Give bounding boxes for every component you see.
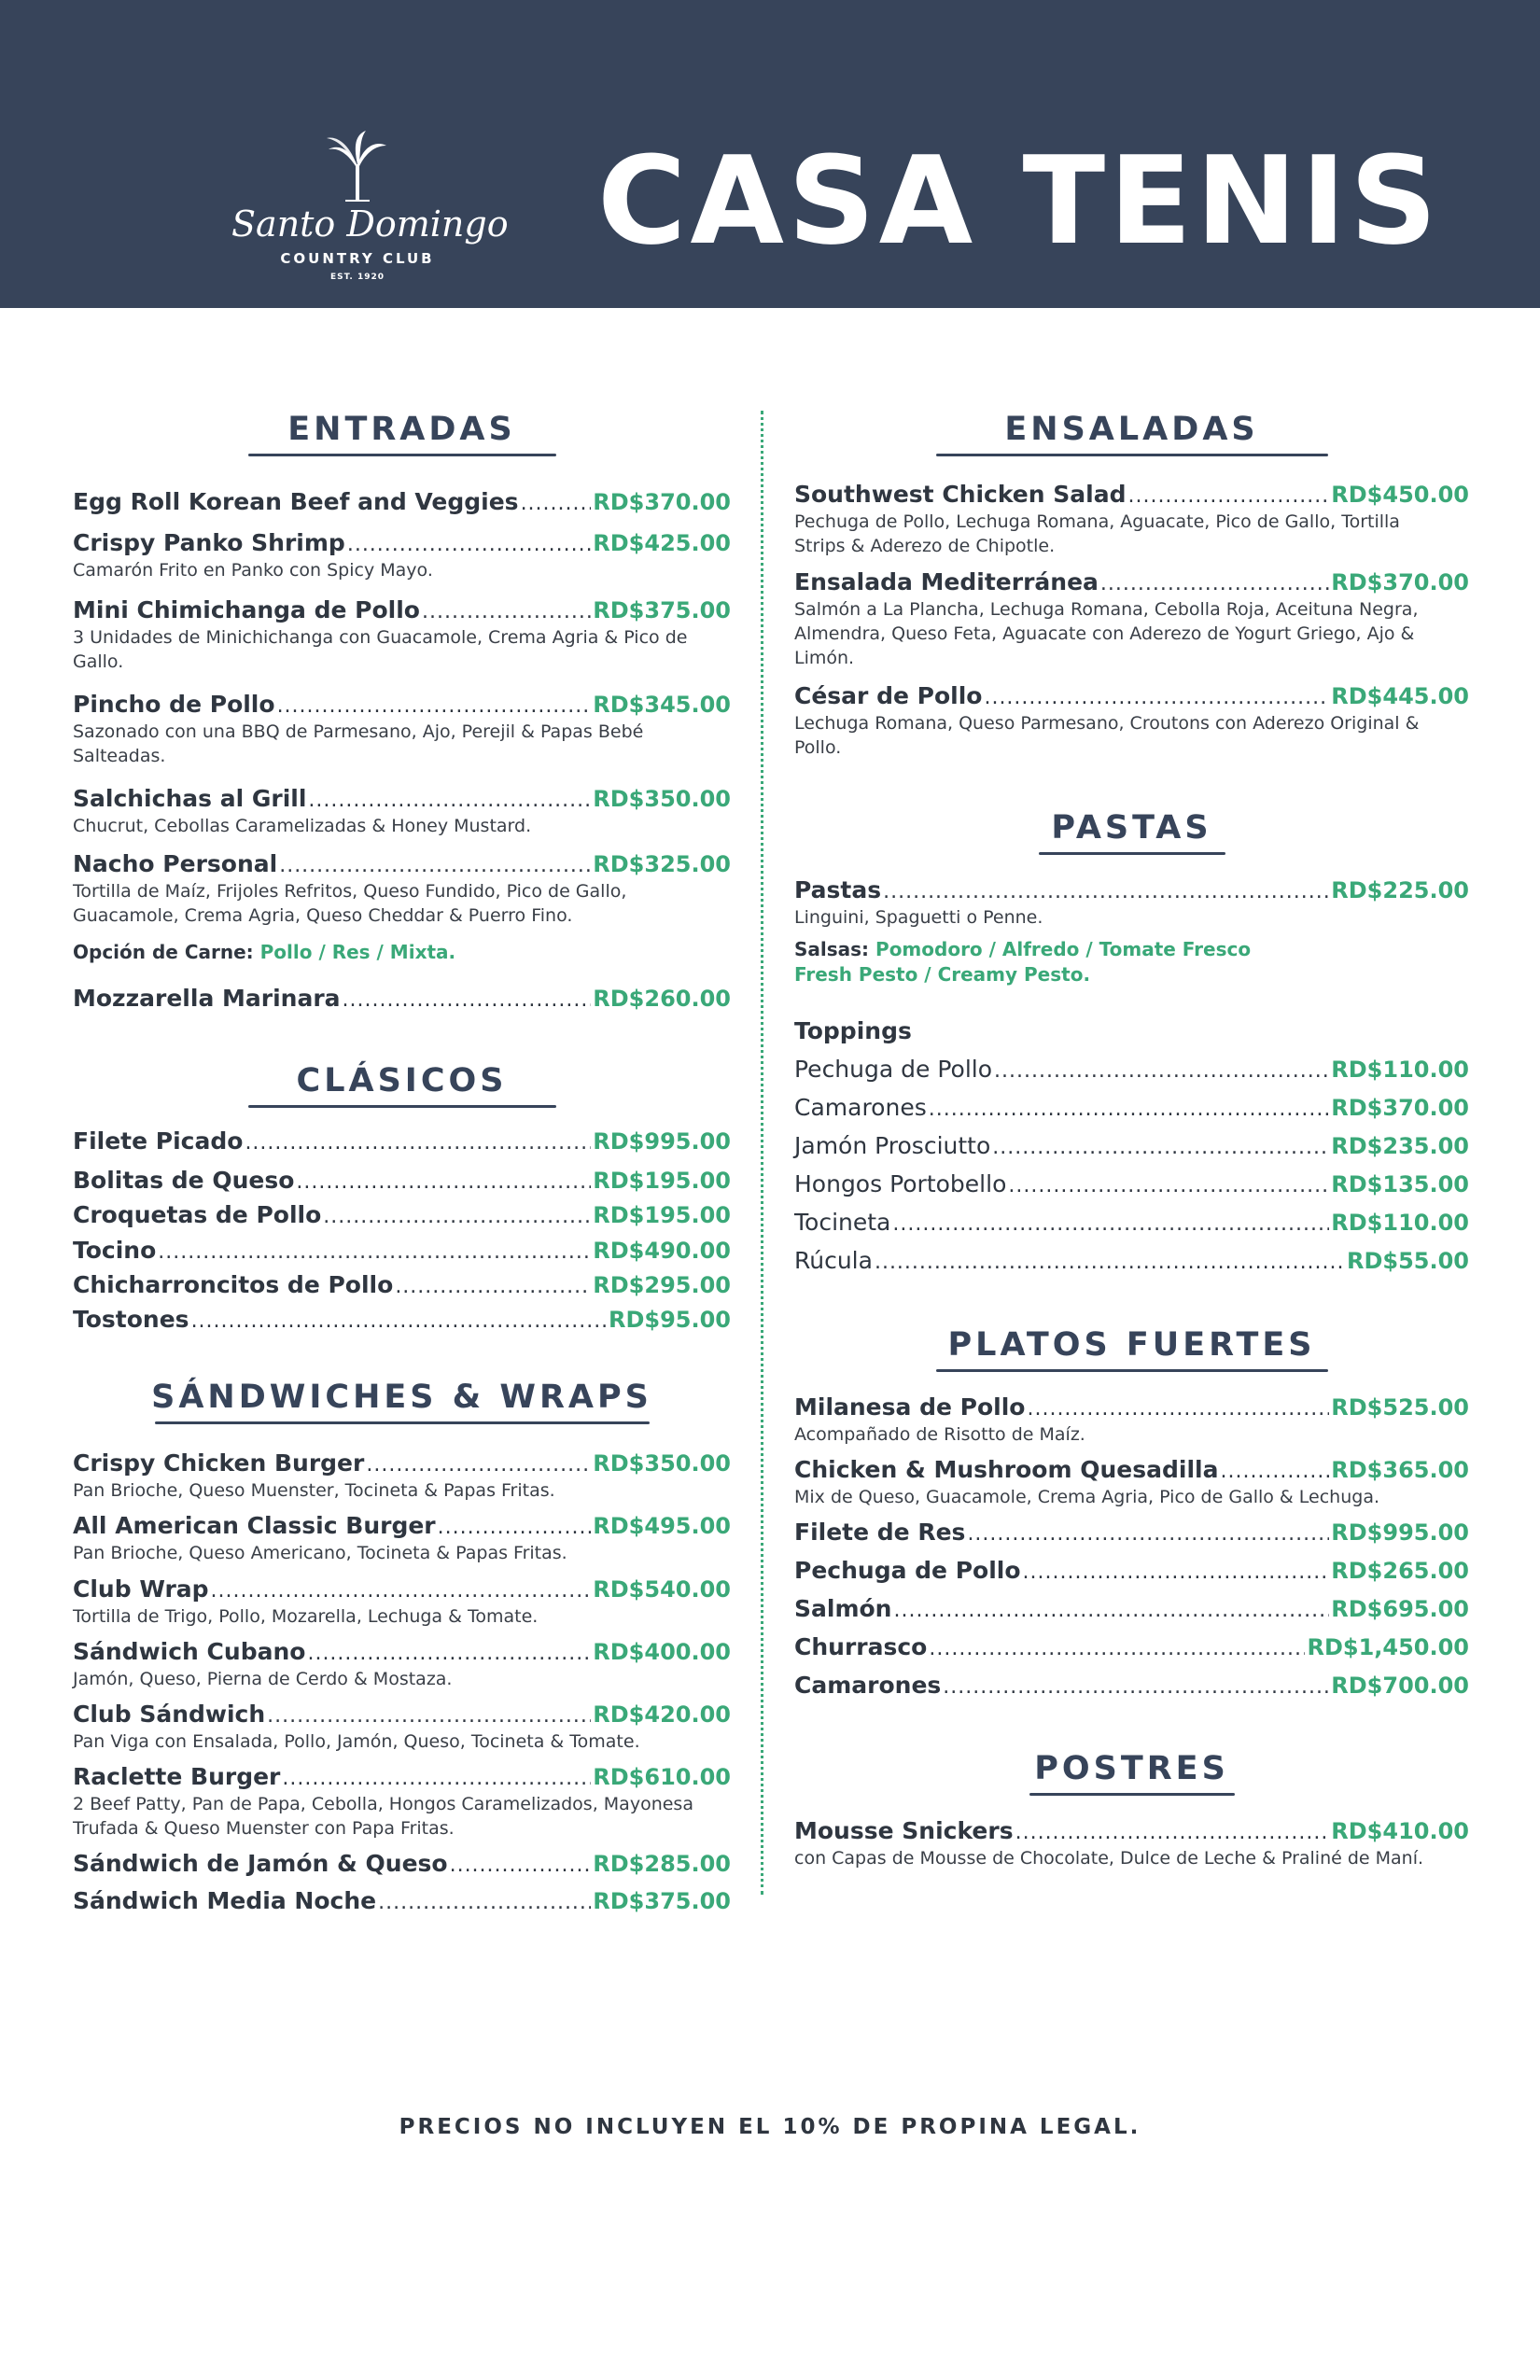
section-title: PASTAS <box>1051 809 1212 847</box>
item-name: Camarones <box>794 1672 942 1699</box>
section-title: ENSALADAS <box>1004 411 1259 448</box>
menu-item <box>794 1633 1469 1660</box>
item-name: Sándwich Media Noche <box>73 1887 377 1914</box>
section-ensaladas <box>794 413 1469 456</box>
menu-item <box>794 1519 1469 1546</box>
section-pastas <box>794 809 1469 855</box>
leader-dots <box>992 1136 1329 1159</box>
section-entradas <box>73 413 731 456</box>
section-rule <box>155 1421 650 1424</box>
menu-item <box>794 876 1469 930</box>
leader-dots <box>929 1637 1305 1660</box>
leader-dots <box>1027 1397 1329 1421</box>
section-sandwiches <box>73 1381 731 1424</box>
menu-item <box>73 1850 731 1877</box>
item-price: RD$540.00 <box>593 1576 731 1603</box>
item-price: RD$375.00 <box>593 597 731 623</box>
sauce-label: Salsas: <box>794 938 870 960</box>
item-name: Mousse Snickers <box>794 1817 1014 1844</box>
menu-item <box>73 1887 731 1914</box>
item-description: 2 Beef Patty, Pan de Papa, Cebolla, Hongos Caramelizados, Mayonesa Trufada & Queso Muenster con Papa Fritas. <box>73 1794 693 1839</box>
item-name: Rúcula <box>794 1247 873 1274</box>
item-price: RD$400.00 <box>593 1639 731 1665</box>
menu-item <box>73 1575 731 1629</box>
section-platos-fuertes <box>794 1326 1469 1372</box>
menu-item <box>794 568 1469 670</box>
item-name: Pastas <box>794 876 882 903</box>
page-title: CASA TENIS <box>597 130 1441 272</box>
sauce-line-2: Fresh Pesto / Creamy Pesto. <box>794 963 1091 986</box>
item-name: Sándwich Cubano <box>73 1638 306 1665</box>
item-name: Pechuga de Pollo <box>794 1056 992 1083</box>
item-name: Milanesa de Pollo <box>794 1393 1026 1421</box>
logo-club-text: COUNTRY CLUB <box>280 250 435 267</box>
item-name: Tocineta <box>794 1209 891 1236</box>
item-description: Lechuga Romana, Queso Parmesano, Croutons con Aderezo Original & Pollo. <box>794 713 1420 758</box>
item-description: Camarón Frito en Panko con Spicy Mayo. <box>73 560 433 581</box>
section-postres <box>794 1750 1469 1796</box>
leader-dots <box>296 1170 591 1194</box>
item-name: Camarones <box>794 1094 927 1121</box>
item-price: RD$370.00 <box>593 489 731 515</box>
leader-dots <box>943 1675 1329 1699</box>
section-title: SÁNDWICHES & WRAPS <box>151 1379 652 1416</box>
item-description: Chucrut, Cebollas Caramelizadas & Honey Mustard. <box>73 816 532 836</box>
item-name: Mini Chimichanga de Pollo <box>73 596 420 623</box>
item-price: RD$1,450.00 <box>1307 1634 1469 1660</box>
item-price: RD$365.00 <box>1331 1457 1469 1483</box>
toppings-title: Toppings <box>794 1017 912 1044</box>
item-price: RD$490.00 <box>593 1238 731 1264</box>
section-rule <box>1039 852 1225 855</box>
club-logo <box>231 131 509 289</box>
item-name: All American Classic Burger <box>73 1512 436 1539</box>
item-description: Acompañado de Risotto de Maíz. <box>794 1424 1085 1445</box>
item-price: RD$445.00 <box>1331 683 1469 709</box>
note-label: Opción de Carne: <box>73 941 254 963</box>
item-description: con Capas de Mousse de Chocolate, Dulce de Leche & Praliné de Maní. <box>794 1848 1424 1869</box>
leader-dots <box>875 1251 1345 1274</box>
item-name: Tocino <box>73 1237 157 1264</box>
leader-dots <box>1008 1174 1329 1197</box>
leader-dots <box>267 1704 591 1728</box>
leader-dots <box>245 1131 591 1155</box>
item-price: RD$345.00 <box>593 692 731 718</box>
section-title: POSTRES <box>1034 1750 1229 1787</box>
leader-dots <box>158 1240 591 1264</box>
menu-item <box>73 1512 731 1565</box>
section-title: ENTRADAS <box>287 411 516 448</box>
topping-item <box>794 1247 1469 1274</box>
menu-item <box>794 1672 1469 1699</box>
leader-dots <box>1127 484 1329 508</box>
topping-item <box>794 1209 1469 1236</box>
leader-dots <box>279 854 591 877</box>
leader-dots <box>308 789 591 812</box>
leader-dots <box>450 1854 592 1877</box>
item-price: RD$110.00 <box>1331 1210 1469 1236</box>
sauce-line-1: Pomodoro / Alfredo / Tomate Fresco <box>875 938 1252 960</box>
item-name: Salmón <box>794 1595 892 1622</box>
leader-dots <box>438 1516 592 1539</box>
item-description: 3 Unidades de Minichichanga con Guacamole, Crema Agria & Pico de Gallo. <box>73 627 688 672</box>
menu-item <box>73 1638 731 1691</box>
item-name: Ensalada Mediterránea <box>794 568 1099 595</box>
meat-option-note <box>73 941 731 963</box>
menu-item <box>73 488 731 515</box>
menu-item <box>73 691 731 768</box>
section-rule <box>936 1369 1328 1372</box>
item-price: RD$350.00 <box>593 786 731 812</box>
menu-item <box>794 1557 1469 1584</box>
item-price: RD$350.00 <box>593 1450 731 1477</box>
footer-note: PRECIOS NO INCLUYEN EL 10% DE PROPINA LEGAL. <box>399 2115 1141 2139</box>
item-name: Club Sándwich <box>73 1701 266 1728</box>
toppings-heading <box>794 1017 1469 1044</box>
item-description: Pan Viga con Ensalada, Pollo, Jamón, Queso, Tocineta & Tomate. <box>73 1731 640 1752</box>
header-banner <box>0 0 1540 308</box>
menu-item <box>794 1595 1469 1622</box>
item-price: RD$110.00 <box>1331 1057 1469 1083</box>
item-description: Pechuga de Pollo, Lechuga Romana, Aguacate, Pico de Gallo, Tortilla Strips & Aderezo de Chipotle. <box>794 511 1400 556</box>
leader-dots <box>277 694 592 718</box>
item-name: Hongos Portobello <box>794 1170 1007 1197</box>
item-description: Mix de Queso, Guacamole, Crema Agria, Pico de Gallo & Lechuga. <box>794 1487 1379 1507</box>
item-name: Bolitas de Queso <box>73 1167 295 1194</box>
menu-item <box>73 1127 731 1155</box>
logo-est-text: EST. 1920 <box>329 273 385 282</box>
item-price: RD$285.00 <box>593 1851 731 1877</box>
item-name: Salchichas al Grill <box>73 785 307 812</box>
item-name: Jamón Prosciutto <box>794 1132 991 1159</box>
item-name: Egg Roll Korean Beef and Veggies <box>73 488 519 515</box>
item-description: Salmón a La Plancha, Lechuga Romana, Cebolla Roja, Aceituna Negra, Almendra, Queso Feta, Aguacate con Aderezo de Yogurt Griego, Ajo & Limón. <box>794 599 1419 668</box>
menu-item <box>73 596 731 674</box>
leader-dots <box>191 1309 607 1333</box>
item-price: RD$695.00 <box>1331 1596 1469 1622</box>
menu-item <box>73 1167 731 1194</box>
menu-item <box>794 1456 1469 1509</box>
palm-tree-icon <box>325 131 390 202</box>
menu-item <box>73 1306 731 1333</box>
leader-dots <box>307 1642 591 1665</box>
menu-item <box>73 1763 731 1841</box>
menu-item <box>794 481 1469 558</box>
item-price: RD$370.00 <box>1331 569 1469 595</box>
item-description: Linguini, Spaguetti o Penne. <box>794 907 1043 928</box>
item-description: Tortilla de Trigo, Pollo, Mozarella, Lechuga & Tomate. <box>73 1606 539 1627</box>
menu-item <box>73 850 731 928</box>
item-name: Chicharroncitos de Pollo <box>73 1271 394 1298</box>
item-price: RD$225.00 <box>1331 877 1469 903</box>
leader-dots <box>929 1098 1330 1121</box>
item-price: RD$410.00 <box>1331 1818 1469 1844</box>
item-name: Crispy Panko Shrimp <box>73 529 345 556</box>
item-price: RD$995.00 <box>593 1128 731 1155</box>
item-name: Filete Picado <box>73 1127 244 1155</box>
item-price: RD$525.00 <box>1331 1394 1469 1421</box>
item-name: Filete de Res <box>794 1519 966 1546</box>
leader-dots <box>967 1522 1329 1546</box>
leader-dots <box>1015 1821 1330 1844</box>
leader-dots <box>1100 572 1329 595</box>
section-clasicos <box>73 1062 731 1108</box>
item-price: RD$265.00 <box>1331 1558 1469 1584</box>
note-options: Pollo / Res / Mixta. <box>259 941 456 963</box>
item-price: RD$420.00 <box>593 1701 731 1728</box>
item-price: RD$700.00 <box>1331 1673 1469 1699</box>
menu-item <box>73 1701 731 1754</box>
logo-script-text: Santo Domingo <box>231 203 509 245</box>
item-price: RD$235.00 <box>1331 1133 1469 1159</box>
item-description: Tortilla de Maíz, Frijoles Refritos, Queso Fundido, Pico de Gallo, Guacamole, Crema Agria, Queso Cheddar & Puerro Fino. <box>73 881 627 926</box>
leader-dots <box>994 1059 1329 1083</box>
item-price: RD$295.00 <box>593 1272 731 1298</box>
item-price: RD$610.00 <box>593 1764 731 1790</box>
menu-item <box>73 985 731 1012</box>
menu-item <box>73 1271 731 1298</box>
item-name: Southwest Chicken Salad <box>794 481 1127 508</box>
section-rule <box>248 454 556 456</box>
leader-dots <box>378 1891 591 1914</box>
item-price: RD$325.00 <box>593 851 731 877</box>
section-title: PLATOS FUERTES <box>947 1326 1316 1364</box>
item-name: Pechuga de Pollo <box>794 1557 1021 1584</box>
item-price: RD$425.00 <box>593 530 731 556</box>
item-price: RD$95.00 <box>608 1307 731 1333</box>
leader-dots <box>347 533 591 556</box>
menu-item <box>794 1817 1469 1870</box>
leader-dots <box>323 1205 591 1228</box>
item-price: RD$135.00 <box>1331 1171 1469 1197</box>
leader-dots <box>521 492 592 515</box>
leader-dots <box>395 1275 591 1298</box>
item-price: RD$495.00 <box>593 1513 731 1539</box>
leader-dots <box>1023 1561 1330 1584</box>
menu-item <box>73 1449 731 1503</box>
topping-item <box>794 1170 1469 1197</box>
item-price: RD$195.00 <box>593 1168 731 1194</box>
item-name: Churrasco <box>794 1633 928 1660</box>
menu-item <box>73 1237 731 1264</box>
leader-dots <box>1220 1460 1329 1483</box>
leader-dots <box>282 1767 591 1790</box>
item-description: Pan Brioche, Queso Americano, Tocineta & Papas Fritas. <box>73 1543 567 1563</box>
leader-dots <box>893 1599 1329 1622</box>
section-rule <box>936 454 1328 456</box>
leader-dots <box>366 1453 591 1477</box>
topping-item <box>794 1094 1469 1121</box>
item-description: Sazonado con una BBQ de Parmesano, Ajo, Perejil & Papas Bebé Salteadas. <box>73 721 644 766</box>
item-price: RD$450.00 <box>1331 482 1469 508</box>
item-name: Croquetas de Pollo <box>73 1201 322 1228</box>
item-name: César de Pollo <box>794 682 983 709</box>
menu-item <box>794 1393 1469 1447</box>
item-name: Tostones <box>73 1306 189 1333</box>
item-name: Sándwich de Jamón & Queso <box>73 1850 448 1877</box>
menu-item <box>73 785 731 838</box>
menu-item <box>73 1201 731 1228</box>
section-rule <box>248 1105 556 1108</box>
leader-dots <box>883 880 1329 903</box>
item-price: RD$375.00 <box>593 1888 731 1914</box>
item-description: Pan Brioche, Queso Muenster, Tocineta & Papas Fritas. <box>73 1480 555 1501</box>
item-name: Chicken & Mushroom Quesadilla <box>794 1456 1219 1483</box>
section-rule <box>1029 1793 1235 1796</box>
sauce-options <box>794 938 1469 986</box>
item-name: Crispy Chicken Burger <box>73 1449 365 1477</box>
leader-dots <box>343 988 592 1012</box>
item-price: RD$370.00 <box>1331 1095 1469 1121</box>
leader-dots <box>892 1212 1329 1236</box>
item-price: RD$260.00 <box>593 986 731 1012</box>
item-price: RD$195.00 <box>593 1202 731 1228</box>
topping-item <box>794 1132 1469 1159</box>
column-divider <box>761 411 763 1895</box>
leader-dots <box>422 600 591 623</box>
item-name: Mozzarella Marinara <box>73 985 341 1012</box>
item-name: Raclette Burger <box>73 1763 281 1790</box>
menu-item <box>794 682 1469 760</box>
leader-dots <box>984 686 1329 709</box>
item-name: Nacho Personal <box>73 850 278 877</box>
topping-item <box>794 1056 1469 1083</box>
item-price: RD$55.00 <box>1346 1248 1469 1274</box>
menu-item <box>73 529 731 582</box>
item-description: Jamón, Queso, Pierna de Cerdo & Mostaza. <box>73 1669 453 1689</box>
item-name: Pincho de Pollo <box>73 691 275 718</box>
section-title: CLÁSICOS <box>296 1062 508 1099</box>
item-name: Club Wrap <box>73 1575 209 1603</box>
item-price: RD$995.00 <box>1331 1519 1469 1546</box>
leader-dots <box>211 1579 592 1603</box>
